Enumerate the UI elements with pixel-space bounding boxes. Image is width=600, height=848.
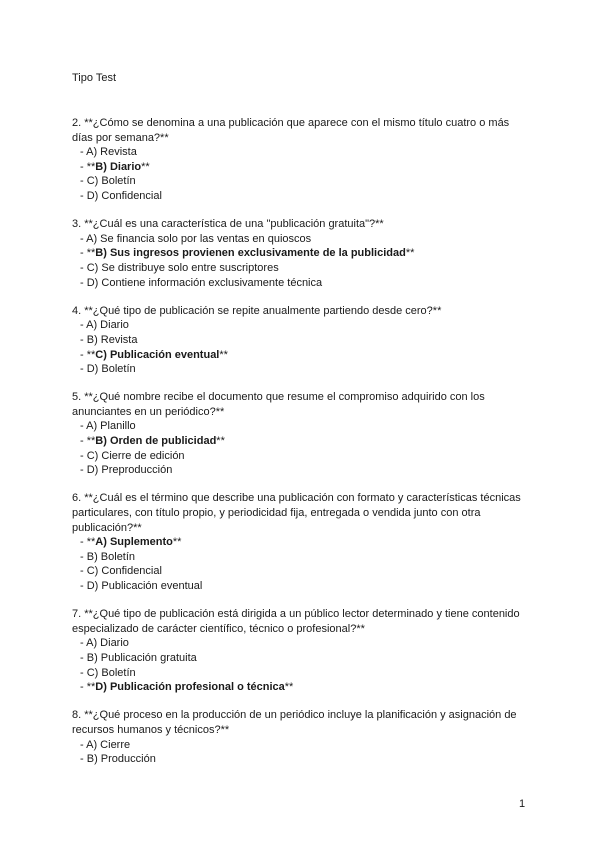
- option-label: B) Producción: [86, 753, 156, 766]
- answer-options: [72, 738, 532, 767]
- option-label: A) Se financia solo por las ventas en quioscos: [86, 232, 312, 245]
- question-text: 6. **¿Cuál es el término que describe una publicación con formato y características técnicas particulares, con título propio, y periodicidad fija, entregada o vendida junto con otra publicación?**: [72, 492, 521, 534]
- option-prefix: -: [80, 363, 87, 376]
- answer-option-correct: [80, 160, 532, 175]
- answer-option: [80, 550, 532, 565]
- document-title: Tipo Test: [72, 72, 117, 84]
- answer-option: [80, 174, 532, 189]
- answer-option: [80, 752, 532, 767]
- answer-option: [80, 449, 532, 464]
- option-prefix: -: [80, 565, 87, 578]
- option-prefix: -: [80, 449, 87, 462]
- answer-option-correct: [80, 535, 532, 550]
- answer-option: [80, 636, 532, 651]
- option-suffix: **: [141, 160, 150, 173]
- answer-option: [80, 318, 532, 333]
- option-prefix: -: [80, 175, 87, 188]
- answer-option: [80, 463, 532, 478]
- answer-options: [72, 318, 532, 376]
- option-prefix: - **: [80, 681, 96, 694]
- option-label: C) Cierre de edición: [86, 449, 185, 462]
- option-prefix: - **: [80, 536, 96, 549]
- option-prefix: -: [80, 550, 87, 563]
- option-label: B) Orden de publicidad: [95, 435, 217, 448]
- question-text: 2. **¿Cómo se denomina a una publicación que aparece con el mismo título cuatro o más días por semana?**: [72, 117, 510, 144]
- question-text: 4. **¿Qué tipo de publicación se repite anualmente partiendo desde cero?**: [72, 304, 442, 317]
- option-prefix: -: [80, 637, 87, 650]
- option-prefix: -: [80, 464, 87, 477]
- answer-option: [80, 189, 532, 204]
- answer-option-correct: [80, 348, 532, 363]
- answer-option-correct: [80, 246, 532, 261]
- option-prefix: -: [80, 319, 87, 332]
- option-label: C) Se distribuye solo entre suscriptores: [86, 261, 279, 274]
- option-prefix: -: [80, 146, 87, 159]
- answer-options: [72, 419, 532, 477]
- option-label: B) Revista: [86, 333, 138, 346]
- option-suffix: **: [216, 435, 225, 448]
- option-suffix: **: [219, 348, 228, 361]
- answer-option-correct: [80, 680, 532, 695]
- answer-option: [80, 579, 532, 594]
- answer-option: [80, 261, 532, 276]
- answer-option: [80, 362, 532, 377]
- option-label: A) Cierre: [86, 738, 131, 751]
- option-prefix: -: [80, 651, 87, 664]
- option-prefix: -: [80, 420, 87, 433]
- option-prefix: -: [80, 232, 87, 245]
- option-prefix: -: [80, 580, 87, 592]
- question-block: [72, 607, 532, 695]
- question-text: 3. **¿Cuál es una característica de una "publicación gratuita"?**: [72, 218, 384, 231]
- option-label: D) Publicación profesional o técnica: [95, 681, 285, 694]
- option-label: C) Boletín: [86, 666, 136, 679]
- answer-option: [80, 651, 532, 666]
- answer-options: [72, 535, 532, 593]
- answer-option: [80, 419, 532, 434]
- option-prefix: - **: [80, 247, 96, 260]
- question-list: [72, 116, 532, 780]
- option-prefix: -: [80, 189, 87, 202]
- question-text: 8. **¿Qué proceso en la producción de un periódico incluye la planificación y asignación de recursos humanos y técnicos?**: [72, 709, 517, 736]
- option-label: A) Suplemento: [95, 536, 173, 549]
- option-label: B) Boletín: [86, 550, 136, 563]
- option-prefix: -: [80, 738, 87, 751]
- option-prefix: -: [80, 666, 87, 679]
- question-block: [72, 217, 532, 290]
- option-label: B) Sus ingresos provienen exclusivamente de la publicidad: [95, 247, 406, 260]
- question-text: 7. **¿Qué tipo de publicación está dirigida a un público lector determinado y tiene contenido especializado de carácter científico, técnico o profesional?**: [72, 608, 520, 635]
- question-text: 5. **¿Qué nombre recibe el documento que resume el compromiso adquirido con los anunciantes en un periódico?**: [72, 391, 485, 418]
- option-label: C) Publicación eventual: [95, 348, 220, 361]
- question-block: [72, 491, 532, 593]
- option-suffix: **: [284, 681, 294, 694]
- question-block: [72, 116, 532, 204]
- answer-options: [72, 636, 532, 694]
- answer-option: [80, 738, 532, 753]
- option-label: D) Preproducción: [86, 464, 173, 477]
- option-label: C) Confidencial: [86, 565, 162, 578]
- document-page: [72, 0, 532, 848]
- option-prefix: -: [80, 333, 87, 346]
- answer-option: [80, 333, 532, 348]
- option-suffix: **: [172, 536, 182, 549]
- option-label: D) Publicación eventual: [86, 580, 203, 592]
- option-prefix: - **: [80, 348, 96, 361]
- option-label: A) Diario: [86, 637, 129, 650]
- answer-options: [72, 232, 532, 290]
- question-block: [72, 304, 532, 377]
- option-prefix: -: [80, 753, 87, 766]
- option-prefix: - **: [80, 160, 96, 173]
- answer-option: [80, 276, 532, 291]
- option-prefix: -: [80, 261, 87, 274]
- page-number: 1: [519, 798, 526, 810]
- option-prefix: - **: [80, 435, 96, 448]
- answer-option: [80, 666, 532, 681]
- option-label: A) Revista: [86, 146, 137, 159]
- option-label: C) Boletín: [86, 175, 136, 188]
- option-label: D) Boletín: [86, 363, 136, 376]
- answer-options: [72, 145, 532, 203]
- option-label: B) Publicación gratuita: [86, 651, 197, 664]
- option-label: D) Confidencial: [86, 189, 162, 202]
- option-label: A) Planillo: [86, 420, 136, 433]
- question-block: [72, 390, 532, 478]
- answer-option: [80, 145, 532, 160]
- option-suffix: **: [405, 247, 415, 260]
- option-label: D) Contiene información exclusivamente técnica: [86, 276, 323, 289]
- answer-option: [80, 564, 532, 579]
- option-label: A) Diario: [86, 319, 129, 332]
- answer-option-correct: [80, 434, 532, 449]
- question-block: [72, 708, 532, 766]
- option-label: B) Diario: [95, 160, 142, 173]
- option-prefix: -: [80, 276, 87, 289]
- answer-option: [80, 232, 532, 247]
